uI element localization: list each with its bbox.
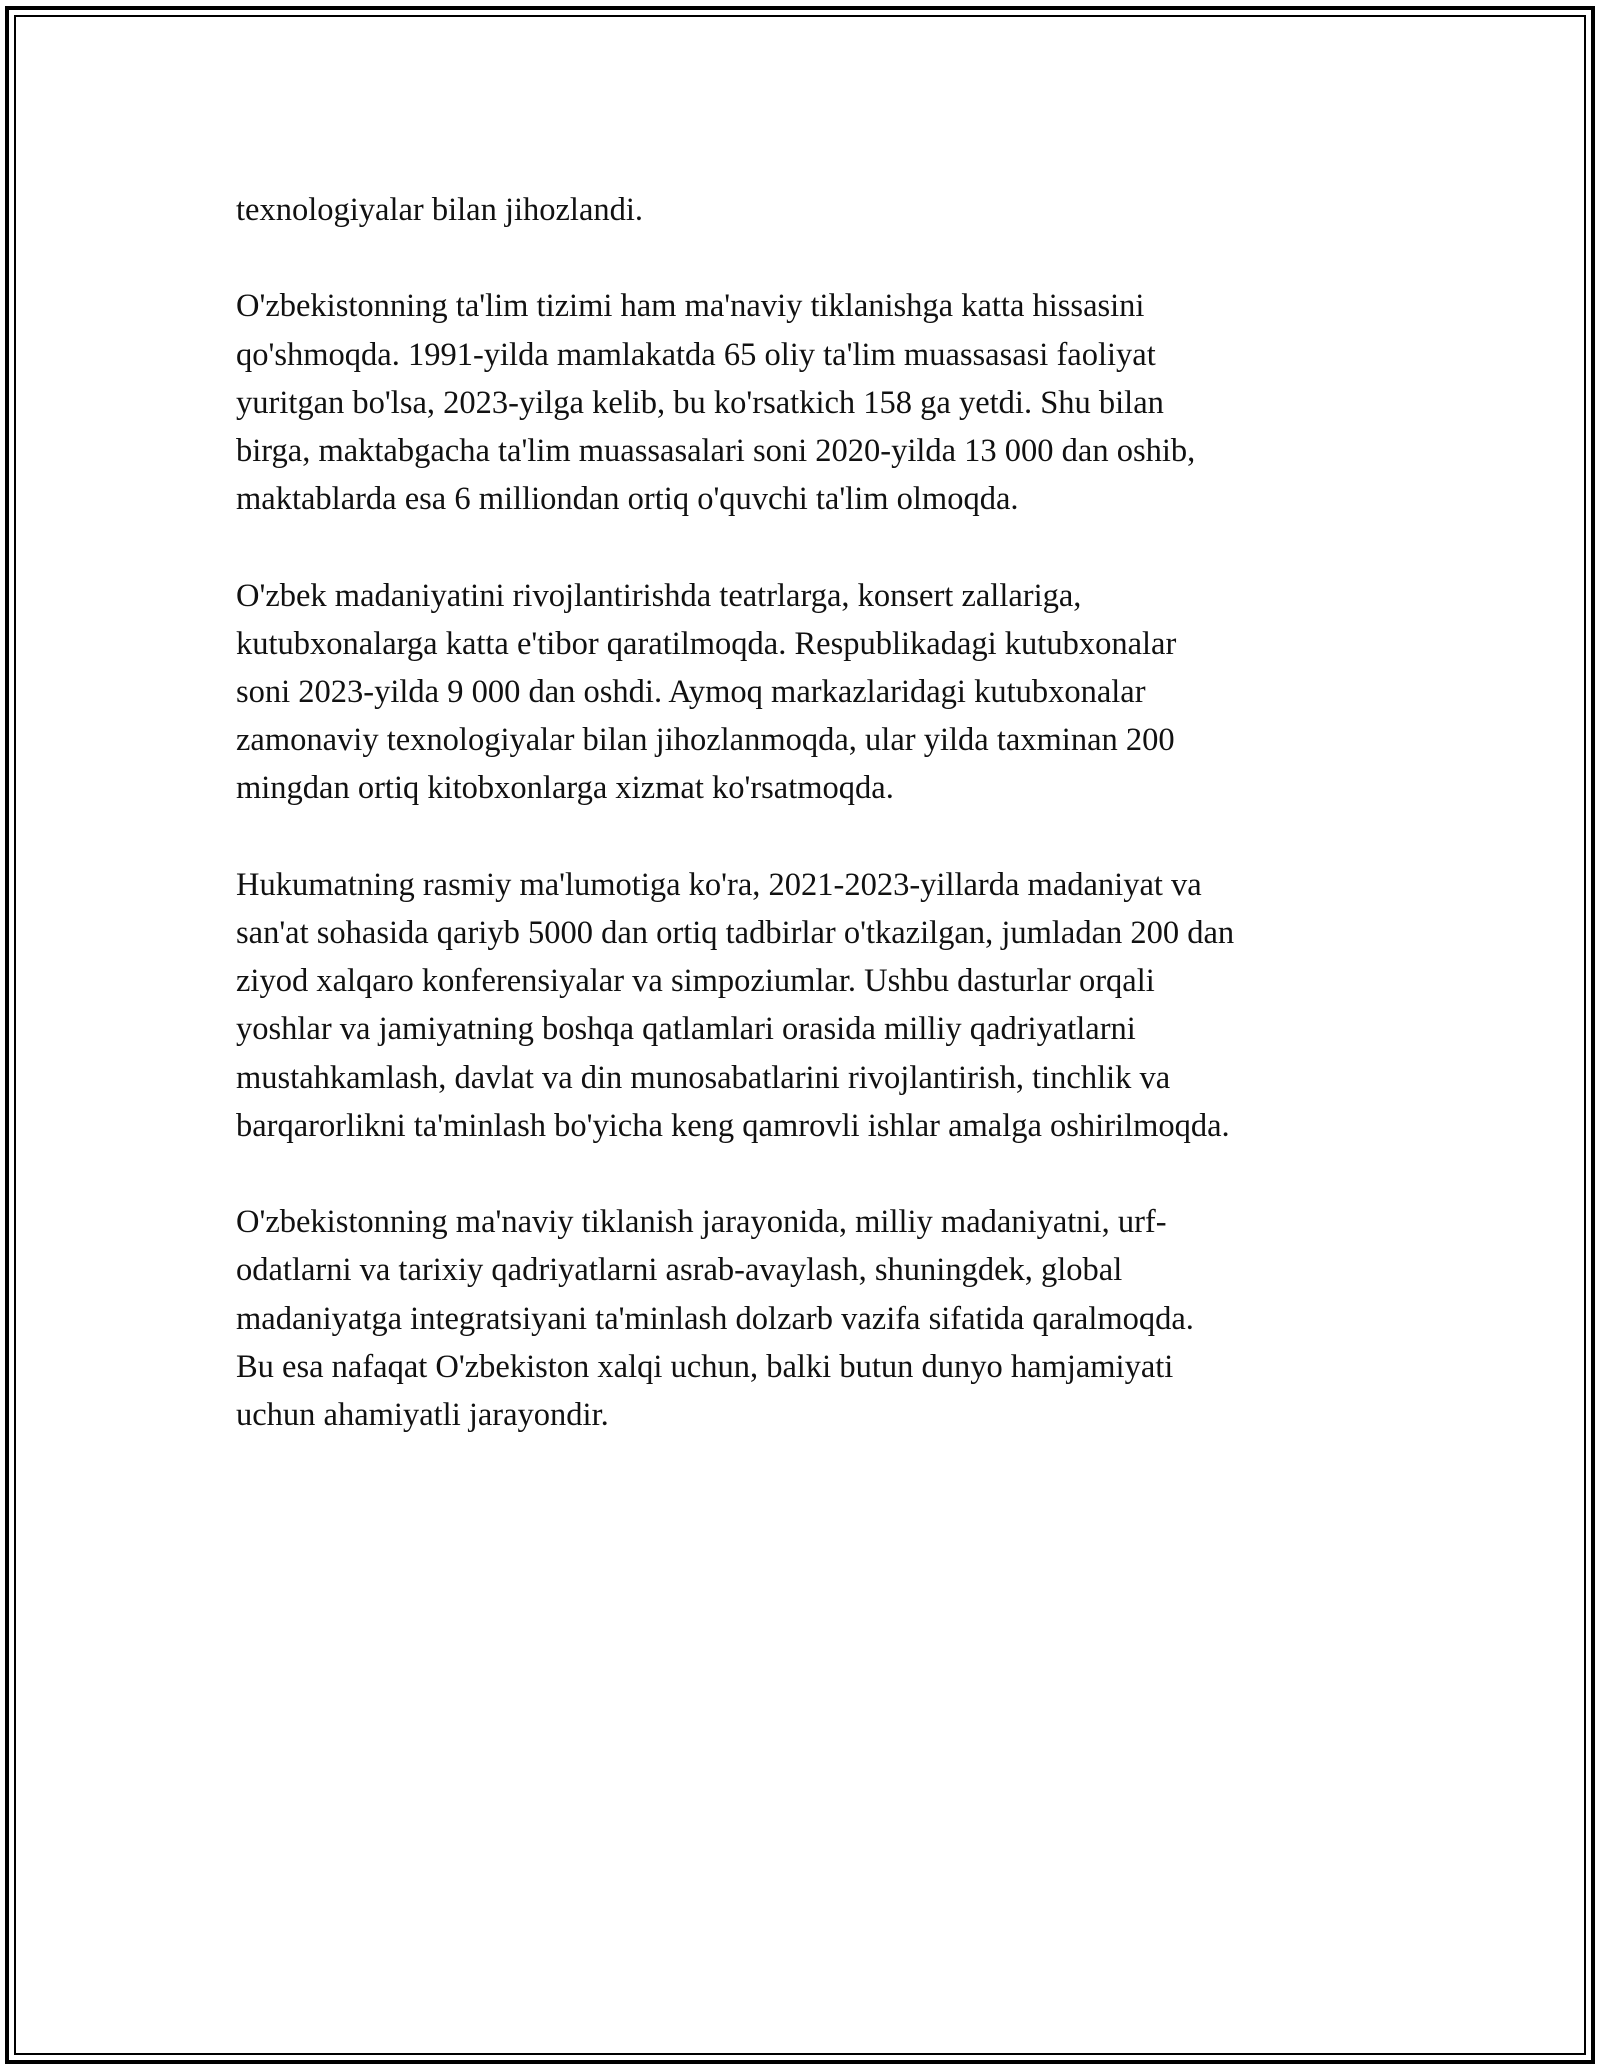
- text-line: maktablarda esa 6 milliondan ortiq o'quvchi ta'lim olmoqda.: [236, 481, 1019, 518]
- text-line: uchun ahamiyatli jarayondir.: [236, 1397, 609, 1434]
- text-line: barqarorlikni ta'minlash bo'yicha keng qamrovli ishlar amalga oshirilmoqda.: [236, 1107, 1230, 1144]
- paragraph-4: [236, 861, 1386, 1150]
- text-line: kutubxonalarga katta e'tibor qaratilmoqda. Respublikadagi kutubxonalar: [236, 625, 1177, 662]
- text-line: ziyod xalqaro konferensiyalar va simpoziumlar. Ushbu dasturlar orqali: [236, 963, 1155, 1000]
- paragraph-1: [236, 186, 1386, 234]
- text-line: mustahkamlash, davlat va din munosabatlarini rivojlantirish, tinchlik va: [236, 1059, 1171, 1096]
- text-line: qo'shmoqda. 1991-yilda mamlakatda 65 oliy ta'lim muassasasi faoliyat: [236, 336, 1156, 373]
- text-line: madaniyatga integratsiyani ta'minlash dolzarb vazifa sifatida qaralmoqda.: [236, 1300, 1194, 1337]
- text-line: texnologiyalar bilan jihozlandi.: [236, 192, 644, 228]
- text-line: yoshlar va jamiyatning boshqa qatlamlari orasida milliy qadriyatlarni: [236, 1011, 1136, 1048]
- text-line: O'zbek madaniyatini rivojlantirishda teatrlarga, konsert zallariga,: [236, 577, 1082, 614]
- text-line: zamonaviy texnologiyalar bilan jihozlanmoqda, ular yilda taxminan 200: [236, 722, 1175, 759]
- text-line: san'at sohasida qariyb 5000 dan ortiq tadbirlar o'tkazilgan, jumladan 200 dan: [236, 915, 1235, 951]
- text-line: Hukumatning rasmiy ma'lumotiga ko'ra, 2021-2023-yillarda madaniyat va: [236, 866, 1202, 903]
- text-line: birga, maktabgacha ta'lim muassasalari soni 2020-yilda 13 000 dan oshib,: [236, 433, 1196, 469]
- text-line: mingdan ortiq kitobxonlarga xizmat ko'rsatmoqda.: [236, 770, 894, 807]
- text-line: yuritgan bo'lsa, 2023-yilga kelib, bu ko'rsatkich 158 ga yetdi. Shu bilan: [236, 384, 1164, 421]
- text-line: Bu esa nafaqat O'zbekiston xalqi uchun, balki butun dunyo hamjamiyati: [236, 1348, 1174, 1385]
- text-line: O'zbekistonning ta'lim tizimi ham ma'naviy tiklanishga katta hissasini: [236, 288, 1145, 325]
- text-line: odatlarni va tarixiy qadriyatlarni asrab-avaylash, shuningdek, global: [236, 1252, 1123, 1289]
- document-body: [236, 186, 1386, 1487]
- text-line: O'zbekistonning ma'naviy tiklanish jarayonida, milliy madaniyatni, urf-: [236, 1204, 1167, 1241]
- paragraph-5: [236, 1198, 1386, 1439]
- paragraph-3: [236, 572, 1386, 813]
- text-line: soni 2023-yilda 9 000 dan oshdi. Aymoq markazlaridagi kutubxonalar: [236, 674, 1146, 710]
- paragraph-2: [236, 282, 1386, 523]
